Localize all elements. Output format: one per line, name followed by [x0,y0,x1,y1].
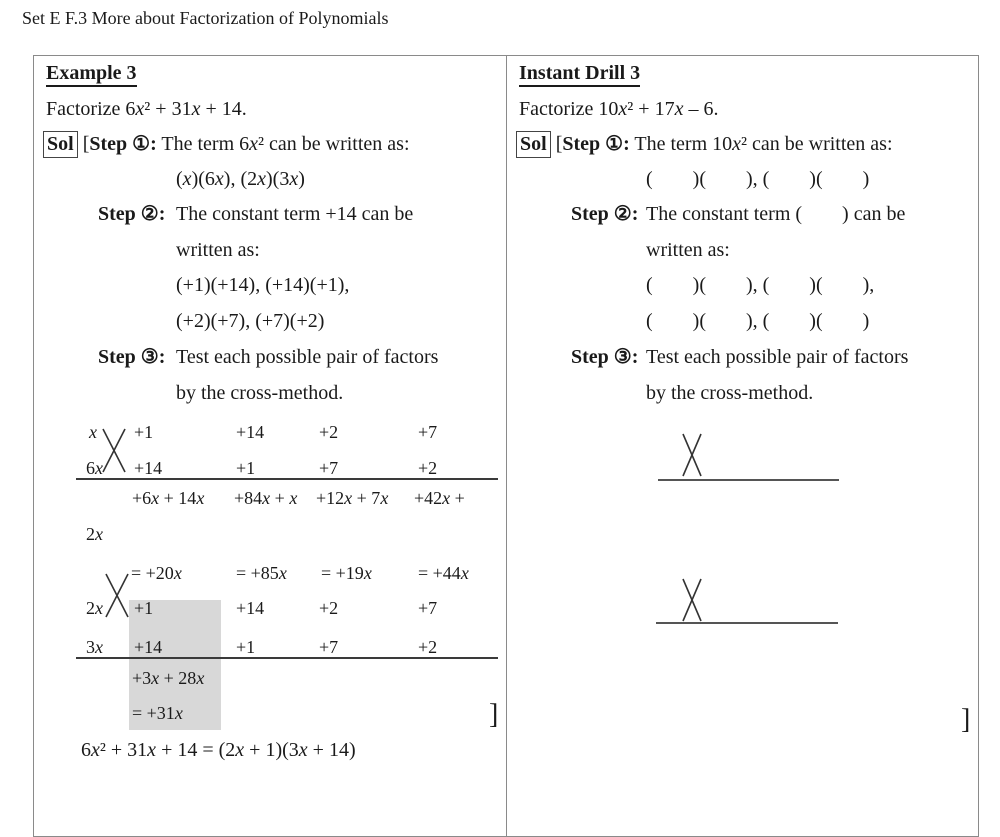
step1-text: The term 6x² can be written as: [161,133,410,155]
cross-method-x-icon [679,432,705,478]
cross-method-x-icon [102,572,132,619]
cross1-bottom-factor: +1 [236,458,256,478]
cross1-row-label-top: x [89,422,97,442]
step3-text-cont: by the cross-method. [176,382,344,404]
cross2-row-label-top: 2x [86,598,103,618]
cross1-bottom-factor: +7 [319,458,339,478]
drill-title: Instant Drill 3 [519,62,640,87]
drill-work-line-2 [656,622,838,624]
cross1-sum: = +19x [321,563,372,583]
cross1-sum: = +85x [236,563,287,583]
step3-label: Step ③: [98,346,166,368]
step1-label: Step ①: [89,133,157,155]
cross1-top-factor: +1 [134,422,154,442]
cross2-bottom-factor: +14 [134,637,163,657]
cross2-top-factor: +7 [418,598,438,618]
open-bracket: [ [555,133,563,155]
drill-step3-text-cont: by the cross-method. [646,382,814,404]
page-title: Set E F.3 More about Factorization of Polynomials [22,8,389,28]
cross1-sum: = +20x [131,563,182,583]
step2-values-line2: (+2)(+7), (+7)(+2) [176,310,325,332]
cross1-row-label-bottom: 6x [86,458,103,478]
cross1-sum: = +44x [418,563,469,583]
close-bracket: ] [489,699,499,730]
drill-step1-blanks: ( )( ), ( )( ) [646,168,870,190]
cross1-bottom-factor: +2 [418,458,438,478]
drill-step2-text-cont: written as: [646,239,730,261]
sol-box: Sol [516,131,551,158]
column-divider [506,56,507,836]
cross2-top-factor: +1 [134,598,154,618]
cross2-row-label-bottom: 3x [86,637,103,657]
worksheet-table [33,55,979,837]
drill-step2-blanks-line2: ( )( ), ( )( ) [646,310,870,332]
drill-step3-text: Test each possible pair of factors [646,346,909,368]
cross-method-x-icon [99,427,129,474]
cross1-product: +42x + [414,488,465,508]
cross2-top-factor: +14 [236,598,265,618]
close-bracket: ] [961,704,971,735]
cross2-sum: = +31x [132,703,183,723]
cross2-bottom-factor: +1 [236,637,256,657]
open-bracket: [ [82,133,90,155]
cross1-product: +12x + 7x [316,488,389,508]
drill-step2-label: Step ②: [571,203,639,225]
step2-label: Step ②: [98,203,166,225]
drill-step1-text: The term 10x² can be written as: [634,133,893,155]
cross1-product: +84x + x [234,488,298,508]
cross1-bottom-factor: +14 [134,458,163,478]
example-conclusion: 6x² + 31x + 14 = (2x + 1)(3x + 14) [81,739,356,761]
cross1-top-factor: +14 [236,422,265,442]
example-sol-line [43,131,410,158]
drill-step3-label: Step ③: [571,346,639,368]
cross2-product: +3x + 28x [132,668,205,688]
drill-step1-label: Step ①: [562,133,630,155]
example-problem: Factorize 6x² + 31x + 14. [46,98,247,120]
example-title: Example 3 [46,62,137,87]
cross-method-x-icon [679,577,705,623]
step1-values: (x)(6x), (2x)(3x) [176,168,305,190]
cross2-bottom-factor: +2 [418,637,438,657]
cross2-sum-rule [76,657,498,659]
step2-values-line1: (+1)(+14), (+14)(+1), [176,274,350,296]
cross1-top-factor: +7 [418,422,438,442]
drill-step2-blanks-line1: ( )( ), ( )( ), [646,274,875,296]
sol-box: Sol [43,131,78,158]
drill-sol-line [516,131,893,158]
cross1-product-wrap: 2x [86,524,103,544]
step2-text: The constant term +14 can be [176,203,414,225]
cross1-sum-rule [76,478,498,480]
drill-problem: Factorize 10x² + 17x – 6. [519,98,719,120]
step3-text: Test each possible pair of factors [176,346,439,368]
cross2-top-factor: +2 [319,598,339,618]
cross1-product: +6x + 14x [132,488,205,508]
drill-work-line-1 [658,479,839,481]
cross1-top-factor: +2 [319,422,339,442]
step2-text-cont: written as: [176,239,260,261]
cross2-bottom-factor: +7 [319,637,339,657]
drill-step2-text: The constant term ( ) can be [646,203,906,225]
